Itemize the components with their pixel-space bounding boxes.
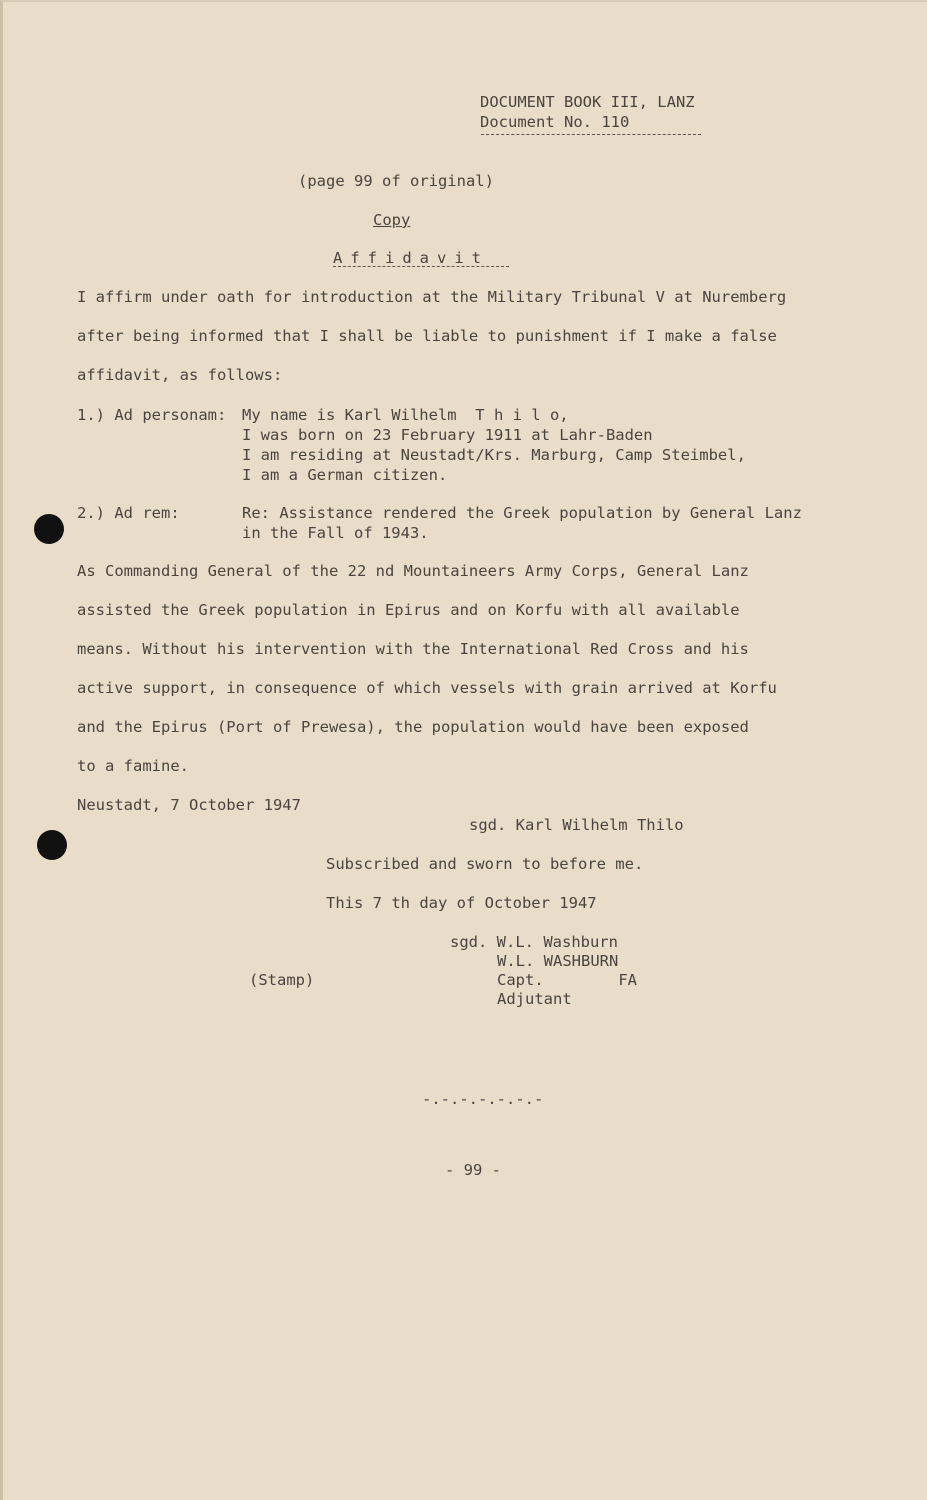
officer-title: Adjutant [497,990,572,1008]
header-dash-rule [481,134,701,135]
item1-line-1: My name is Karl Wilhelm T h i l o, [242,406,569,424]
body-line-3: means. Without his intervention with the International Red Cross and his [77,640,749,658]
punch-hole-bottom [37,830,67,860]
body-line-6: to a famine. [77,757,189,775]
officer-rank: Capt. FA [497,971,637,989]
item2-line-2: in the Fall of 1943. [242,524,429,542]
copy-label: Copy [373,211,411,229]
item1-label: 1.) Ad personam: [77,406,227,424]
body-line-2: assisted the Greek population in Epirus and on Korfu with all available [77,601,740,619]
body-line-4: active support, in consequence of which vessels with grain arrived at Korfu [77,679,777,697]
document-title: Affidavit [333,249,489,267]
intro-line-1: I affirm under oath for introduction at the Military Tribunal V at Nuremberg [77,288,787,306]
document-number: Document No. 110 [480,113,630,131]
page-reference: (page 99 of original) [298,172,494,190]
page-number: - 99 - [445,1161,501,1179]
item1-line-4: I am a German citizen. [242,466,448,484]
officer-name: W.L. WASHBURN [497,952,619,970]
sworn-statement: Subscribed and sworn to before me. [326,855,644,873]
officer-signature: sgd. W.L. Washburn [450,933,618,951]
item1-line-2: I was born on 23 February 1911 at Lahr-Baden [242,426,653,444]
intro-line-3: affidavit, as follows: [77,366,283,384]
item1-line-3: I am residing at Neustadt/Krs. Marburg, Camp Steimbel, [242,446,746,464]
place-date: Neustadt, 7 October 1947 [77,796,301,814]
intro-line-2: after being informed that I shall be liable to punishment if I make a false [77,327,777,345]
body-line-1: As Commanding General of the 22 nd Mountaineers Army Corps, General Lanz [77,562,749,580]
punch-hole-top [34,514,64,544]
body-line-5: and the Epirus (Port of Prewesa), the population would have been exposed [77,718,749,736]
title-underline [333,266,509,267]
affiant-signature: sgd. Karl Wilhelm Thilo [469,816,684,834]
item2-line-1: Re: Assistance rendered the Greek population by General Lanz [242,504,802,522]
sworn-day: This 7 th day of October 1947 [326,894,597,912]
document-book-label: DOCUMENT BOOK III, LANZ [480,93,695,111]
item2-label: 2.) Ad rem: [77,504,180,522]
end-separator: -.-.-.-.-.-.- [422,1090,544,1108]
stamp-label: (Stamp) [249,971,315,989]
